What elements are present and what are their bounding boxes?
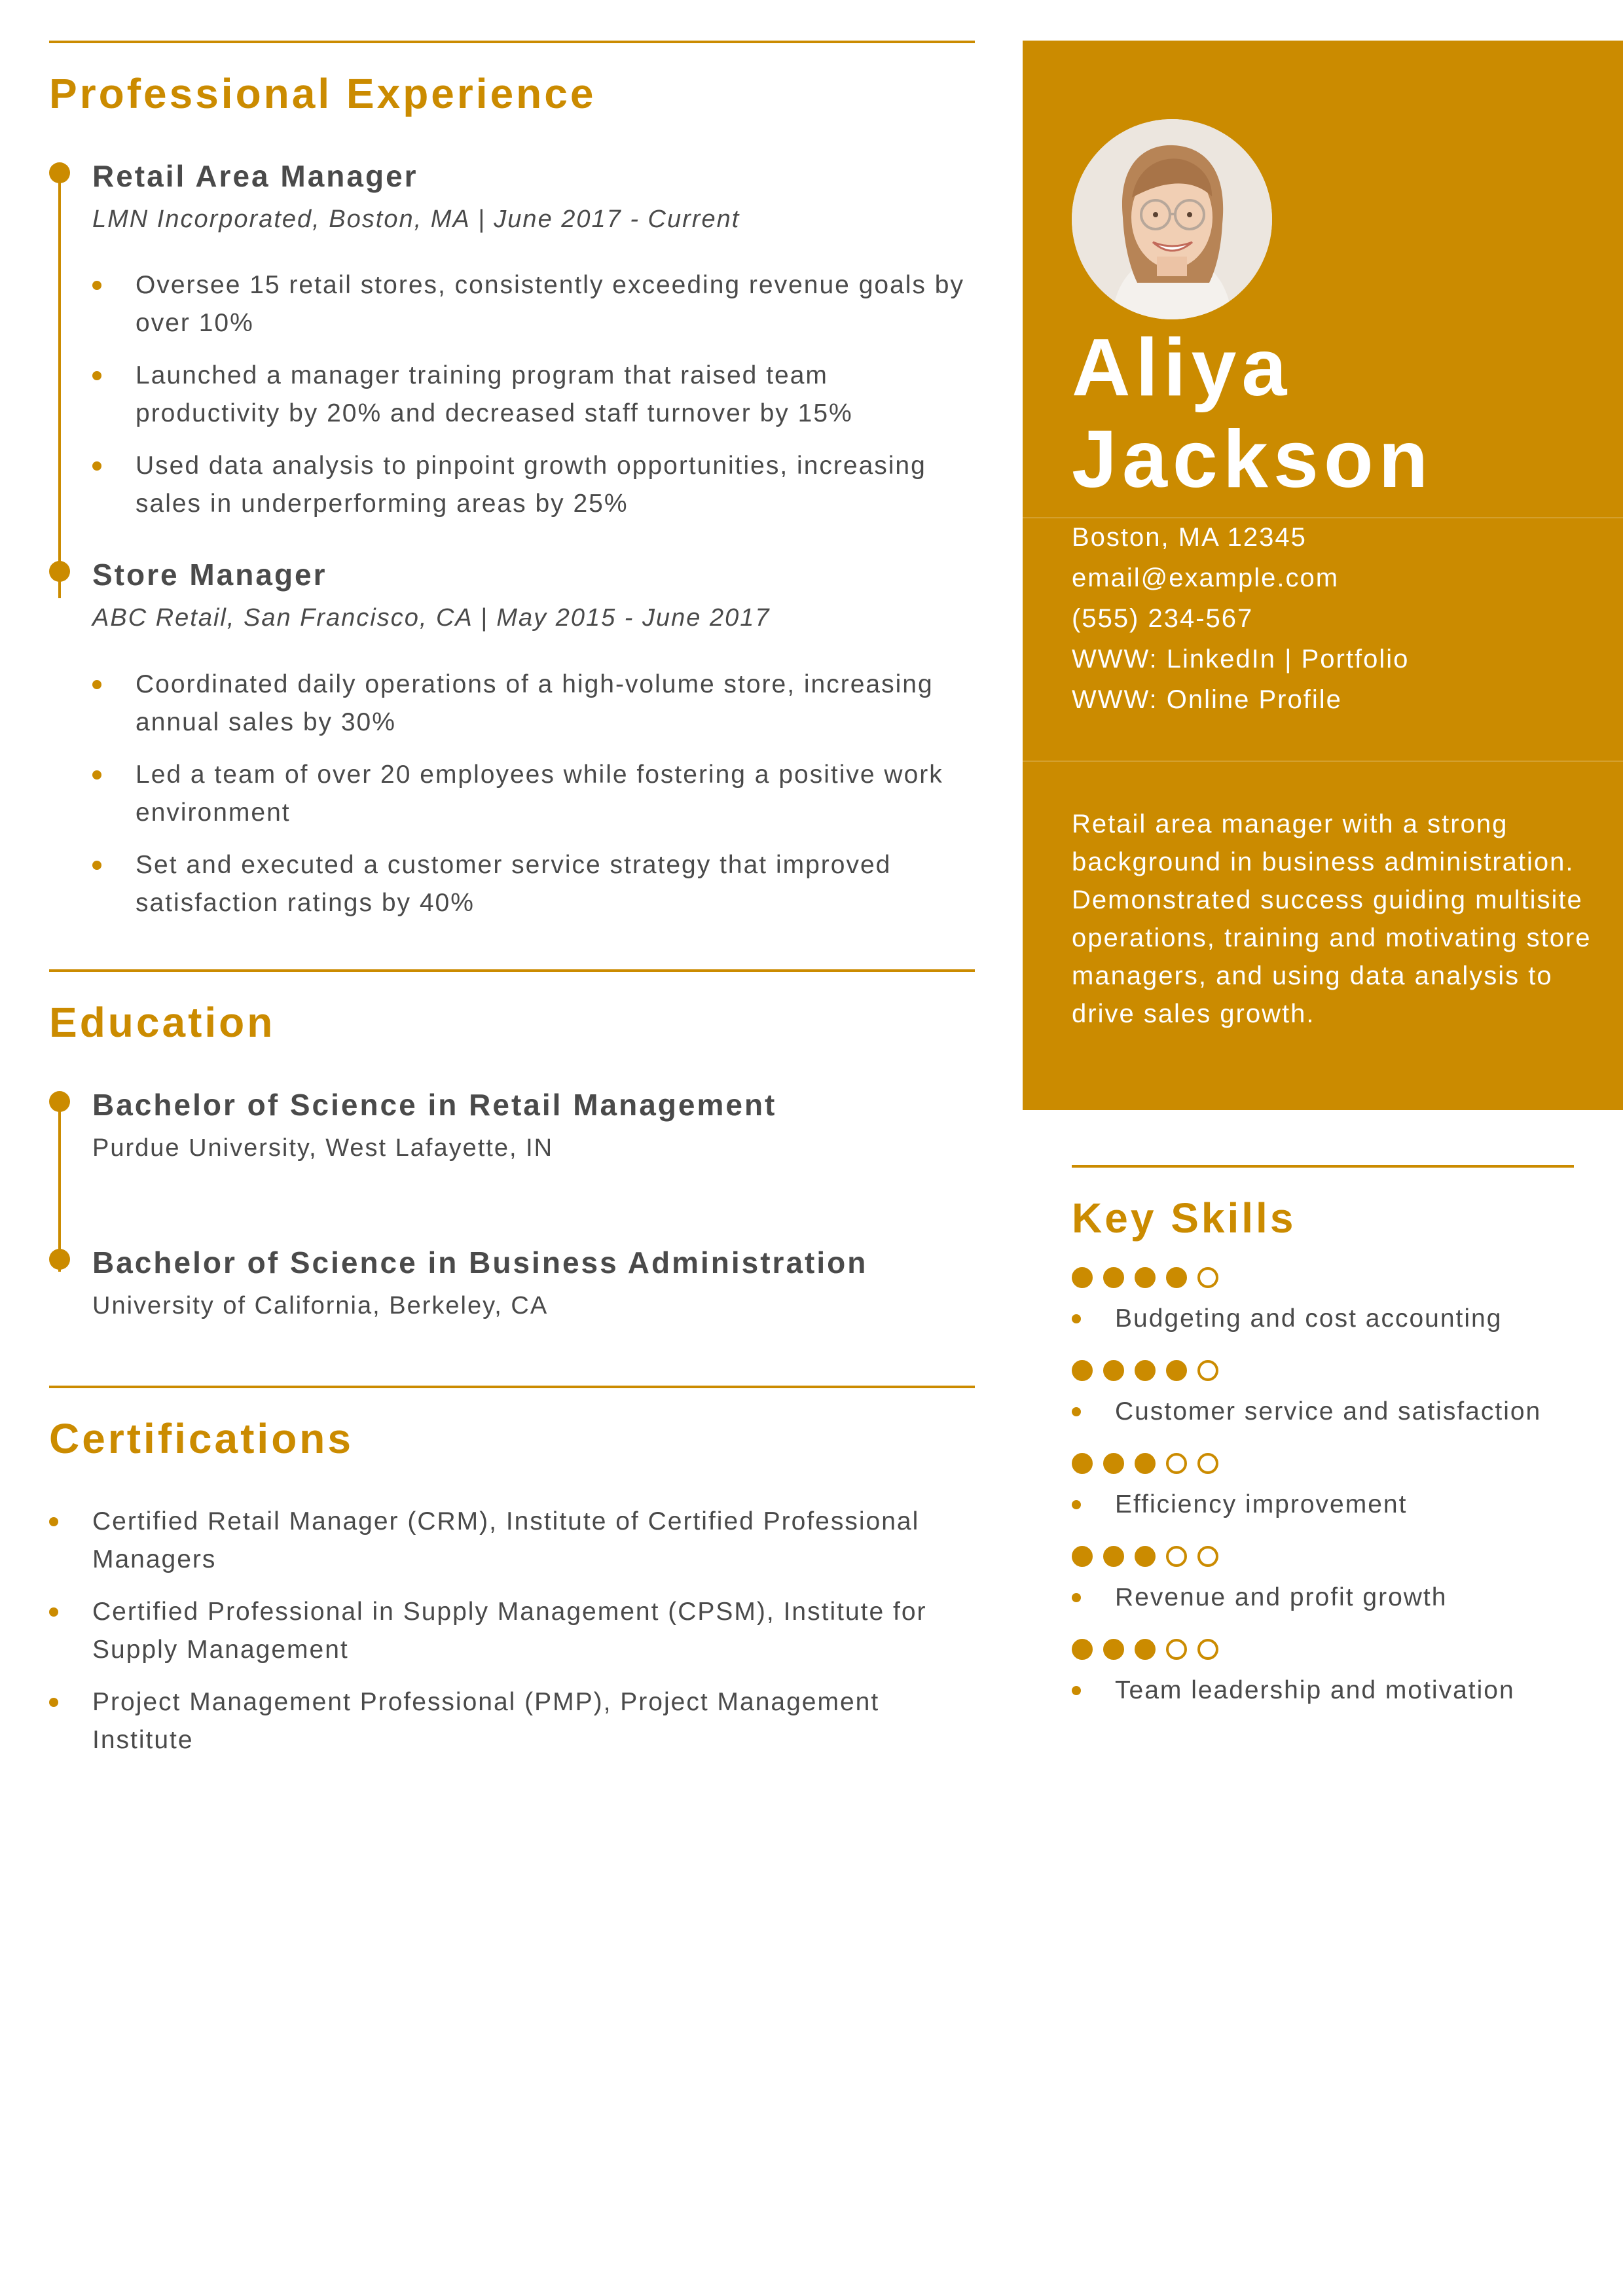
education-section: [49, 969, 975, 1323]
bullet-icon: [92, 770, 101, 780]
degree-title: Bachelor of Science in Business Administration: [92, 1246, 868, 1280]
rating-dot-filled-icon: [1166, 1360, 1187, 1381]
rating-dot-filled-icon: [1135, 1360, 1156, 1381]
rating-dot-filled-icon: [1072, 1639, 1093, 1660]
rating-dot-filled-icon: [1072, 1360, 1093, 1381]
job-bullets: [92, 666, 975, 922]
left-column: [49, 41, 975, 1774]
job-dates: May 2015 - June 2017: [496, 604, 771, 632]
contact-info: [1072, 517, 1409, 720]
skill-text: Customer service and satisfaction: [1115, 1397, 1542, 1426]
avatar: [1072, 119, 1272, 319]
job-entry: [49, 157, 975, 523]
bullet-icon: [92, 371, 101, 380]
job-entry: [49, 556, 975, 922]
certifications-list: [49, 1503, 975, 1759]
rating-dot-empty-icon: [1166, 1546, 1187, 1567]
avatar-portrait-icon: [1072, 119, 1272, 319]
bullet-icon: [92, 461, 101, 471]
skill-rating: [1072, 1546, 1574, 1567]
email-link[interactable]: email@example.com: [1072, 564, 1340, 592]
job-bullets: [92, 266, 975, 523]
divider: [1023, 761, 1623, 762]
job-title: Retail Area Manager: [92, 159, 418, 194]
rating-dot-empty-icon: [1197, 1453, 1218, 1474]
skill-label: [1072, 1486, 1574, 1524]
job-location: San Francisco, CA: [243, 604, 473, 632]
list-item: [92, 266, 975, 342]
bullet-text: Set and executed a customer service strategy that improved satisfaction ratings by 40%: [136, 850, 892, 917]
www-online-profile[interactable]: WWW: Online Profile: [1072, 685, 1342, 714]
candidate-name: [1072, 322, 1433, 505]
rating-dot-filled-icon: [1135, 1639, 1156, 1660]
skill-text: Team leadership and motivation: [1115, 1676, 1515, 1705]
skill-rating: [1072, 1453, 1574, 1474]
rating-dot-filled-icon: [1103, 1639, 1124, 1660]
bullet-text: Coordinated daily operations of a high-volume store, increasing annual sales by 30%: [136, 670, 934, 736]
rating-dot-filled-icon: [1135, 1267, 1156, 1288]
skill-item: [1072, 1639, 1574, 1710]
bullet-icon: [1072, 1500, 1081, 1509]
bullet-icon: [1072, 1686, 1081, 1695]
first-name: Aliya: [1072, 323, 1292, 413]
rating-dot-filled-icon: [1103, 1267, 1124, 1288]
list-item: [92, 447, 975, 523]
rating-dot-filled-icon: [1103, 1546, 1124, 1567]
bullet-text: Used data analysis to pinpoint growth opportunities, increasing sales in underperforming areas by 25%: [136, 452, 926, 518]
rating-dot-filled-icon: [1166, 1267, 1187, 1288]
address-text: Boston, MA 12345: [1072, 523, 1307, 552]
list-item: [92, 666, 975, 742]
section-title-education: Education: [49, 998, 276, 1046]
list-item: [49, 1503, 975, 1579]
bullet-icon: [92, 281, 101, 290]
list-item: [49, 1683, 975, 1759]
rating-dot-filled-icon: [1072, 1453, 1093, 1474]
rating-dot-filled-icon: [1135, 1453, 1156, 1474]
education-entry: [49, 1244, 975, 1323]
bullet-icon: [1072, 1314, 1081, 1323]
degree-title: Bachelor of Science in Retail Management: [92, 1087, 777, 1122]
experience-timeline: [49, 157, 975, 922]
skill-text: Revenue and profit growth: [1115, 1583, 1448, 1612]
certification-text: Project Management Professional (PMP), Project Management Institute: [92, 1687, 880, 1754]
bullet-icon: [49, 1607, 58, 1617]
experience-section: [49, 41, 975, 922]
skills-list: [1072, 1267, 1574, 1710]
rating-dot-empty-icon: [1197, 1639, 1218, 1660]
job-meta: ABC Retail, San Francisco, CA | May 2015 - June 2017: [92, 604, 771, 632]
skill-label: [1072, 1672, 1574, 1710]
list-item: [49, 1593, 975, 1669]
job-meta: LMN Incorporated, Boston, MA | June 2017 - Current: [92, 206, 740, 234]
bullet-icon: [49, 1517, 58, 1526]
timeline-dot: [49, 1249, 70, 1270]
skills-section: [1072, 1165, 1574, 1710]
section-title-experience: Professional Experience: [49, 70, 596, 117]
skills-inner: [1072, 1165, 1574, 1710]
education-entry: [49, 1086, 975, 1165]
skill-item: [1072, 1360, 1574, 1431]
skill-text: Efficiency improvement: [1115, 1490, 1408, 1519]
skill-rating: [1072, 1267, 1574, 1288]
skill-item: [1072, 1546, 1574, 1617]
skill-label: [1072, 1300, 1574, 1338]
list-item: [92, 846, 975, 922]
rating-dot-empty-icon: [1197, 1360, 1218, 1381]
school-name: University of California, Berkeley, CA: [92, 1291, 549, 1319]
job-dates: June 2017 - Current: [494, 206, 740, 234]
bullet-text: Launched a manager training program that raised team productivity by 20% and decreased staff turnover by 15%: [136, 361, 853, 428]
rating-dot-empty-icon: [1166, 1639, 1187, 1660]
school-name: Purdue University, West Lafayette, IN: [92, 1134, 554, 1162]
bullet-icon: [92, 680, 101, 689]
phone-text: (555) 234-567: [1072, 604, 1254, 633]
list-item: [92, 756, 975, 832]
rating-dot-filled-icon: [1135, 1546, 1156, 1567]
rating-dot-empty-icon: [1197, 1546, 1218, 1567]
skill-item: [1072, 1453, 1574, 1524]
bullet-icon: [1072, 1407, 1081, 1416]
job-company: ABC Retail: [92, 604, 227, 632]
rating-dot-filled-icon: [1103, 1453, 1124, 1474]
bullet-icon: [1072, 1593, 1081, 1602]
timeline-dot: [49, 561, 70, 582]
bullet-icon: [92, 861, 101, 870]
list-item: [92, 357, 975, 433]
rating-dot-filled-icon: [1072, 1267, 1093, 1288]
skill-item: [1072, 1267, 1574, 1338]
rating-dot-empty-icon: [1166, 1453, 1187, 1474]
job-title: Store Manager: [92, 558, 327, 592]
education-timeline: [49, 1086, 975, 1323]
last-name: Jackson: [1072, 414, 1434, 505]
section-title-skills: Key Skills: [1072, 1194, 1296, 1242]
section-title-certifications: Certifications: [49, 1415, 354, 1463]
rating-dot-filled-icon: [1072, 1546, 1093, 1567]
summary-text: Retail area manager with a strong background in business administration. Demonstrated success guiding multisite operations, training and motivating store managers, and using data analysis to drive sales growth.: [1072, 810, 1592, 1028]
www-links[interactable]: WWW: LinkedIn | Portfolio: [1072, 645, 1410, 673]
bullet-icon: [49, 1698, 58, 1707]
skill-label: [1072, 1393, 1574, 1431]
rating-dot-empty-icon: [1197, 1267, 1218, 1288]
certification-text: Certified Retail Manager (CRM), Institute of Certified Professional Managers: [92, 1507, 920, 1573]
job-location: Boston, MA: [329, 206, 470, 234]
skill-label: [1072, 1579, 1574, 1617]
certifications-section: [49, 1386, 975, 1759]
skill-rating: [1072, 1360, 1574, 1381]
timeline-dot: [49, 162, 70, 183]
bullet-text: Led a team of over 20 employees while fostering a positive work environment: [136, 760, 943, 827]
profile-panel: [1023, 41, 1623, 1110]
certification-text: Certified Professional in Supply Management (CPSM), Institute for Supply Management: [92, 1597, 927, 1664]
rating-dot-filled-icon: [1103, 1360, 1124, 1381]
skill-text: Budgeting and cost accounting: [1115, 1304, 1503, 1333]
timeline-dot: [49, 1091, 70, 1112]
job-company: LMN Incorporated: [92, 206, 313, 234]
bullet-text: Oversee 15 retail stores, consistently exceeding revenue goals by over 10%: [136, 271, 964, 338]
skill-rating: [1072, 1639, 1574, 1660]
